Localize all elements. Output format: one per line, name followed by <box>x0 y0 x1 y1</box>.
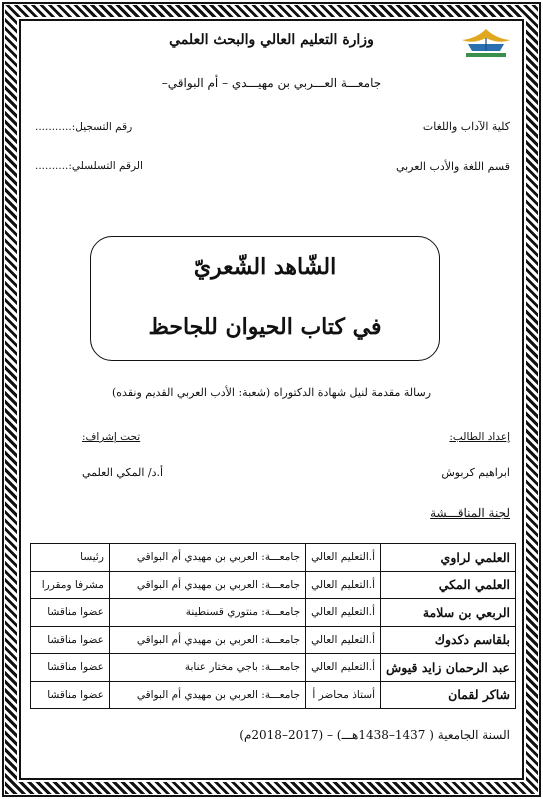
member-name: الربعي بن سلامة <box>381 599 516 627</box>
academic-year: السنة الجامعية ( 1437–1438هـــ) – (2017–2018م) <box>239 728 510 742</box>
thesis-note: رسالة مقدمة لنيل شهادة الدكتوراه (شعبة: الأدب العربي القديم ونقده) <box>111 386 432 399</box>
member-rank: أ.التعليم العالي <box>306 544 381 572</box>
member-role: عضوا مناقشا <box>31 654 110 682</box>
supervisor-label: تحت إشراف: <box>82 431 141 443</box>
table-row <box>31 626 516 654</box>
committee-heading: لجنة المناقـــشة <box>430 506 510 520</box>
member-role: عضوا مناقشا <box>31 599 110 627</box>
university-logo-icon <box>458 26 514 60</box>
table-row <box>31 571 516 599</box>
serial-number: الرقم التسلسلي:.......... <box>35 160 143 172</box>
member-rank: أستاذ محاضر أ <box>306 681 381 709</box>
member-name: بلقاسم دكدوك <box>381 626 516 654</box>
thesis-title-line2: في كتاب الحيوان للجاحظ <box>148 314 382 340</box>
member-role: عضوا مناقشا <box>31 626 110 654</box>
table-row <box>31 544 516 572</box>
ministry-title: وزارة التعليم العالي والبحث العلمي <box>169 32 374 48</box>
member-university: جامعـــة: منتوري قسنطينة <box>109 599 305 627</box>
member-university: جامعـــة: العربي بن مهيدي أم البواقي <box>109 626 305 654</box>
table-row <box>31 654 516 682</box>
member-rank: أ.التعليم العالي <box>306 654 381 682</box>
committee-table <box>30 543 516 709</box>
member-rank: أ.التعليم العالي <box>306 599 381 627</box>
student-label: إعداد الطالب: <box>449 431 510 443</box>
faculty-name: كلية الآداب واللغات <box>422 120 510 133</box>
member-university: جامعـــة: باجي مختار عنابة <box>109 654 305 682</box>
member-university: جامعـــة: العربي بن مهيدي أم البواقي <box>109 544 305 572</box>
member-rank: أ.التعليم العالي <box>306 571 381 599</box>
university-name: جامعـــة العـــربي بن مهيـــدي – أم البواقي– <box>161 76 382 90</box>
member-university: جامعـــة: العربي بن مهيدي أم البواقي <box>109 681 305 709</box>
member-role: عضوا مناقشا <box>31 681 110 709</box>
member-role: رئيسا <box>31 544 110 572</box>
member-name: العلمي لراوي <box>381 544 516 572</box>
member-name: العلمي المكي <box>381 571 516 599</box>
member-name: عبد الرحمان زايد قيوش <box>381 654 516 682</box>
member-name: شاكر لقمان <box>381 681 516 709</box>
department-name: قسم اللغة والأدب العربي <box>395 160 510 173</box>
member-rank: أ.التعليم العالي <box>306 626 381 654</box>
member-role: مشرفا ومقررا <box>31 571 110 599</box>
student-name: ابراهيم كربوش <box>441 466 510 479</box>
table-row <box>31 681 516 709</box>
table-row <box>31 599 516 627</box>
supervisor-name: أ.د/ المكي العلمي <box>82 466 164 479</box>
thesis-title-line1: الشّاهد الشّعريّ <box>193 254 337 280</box>
member-university: جامعـــة: العربي بن مهيدي أم البواقي <box>109 571 305 599</box>
registration-number: رقم التسجيل:........... <box>35 121 133 133</box>
